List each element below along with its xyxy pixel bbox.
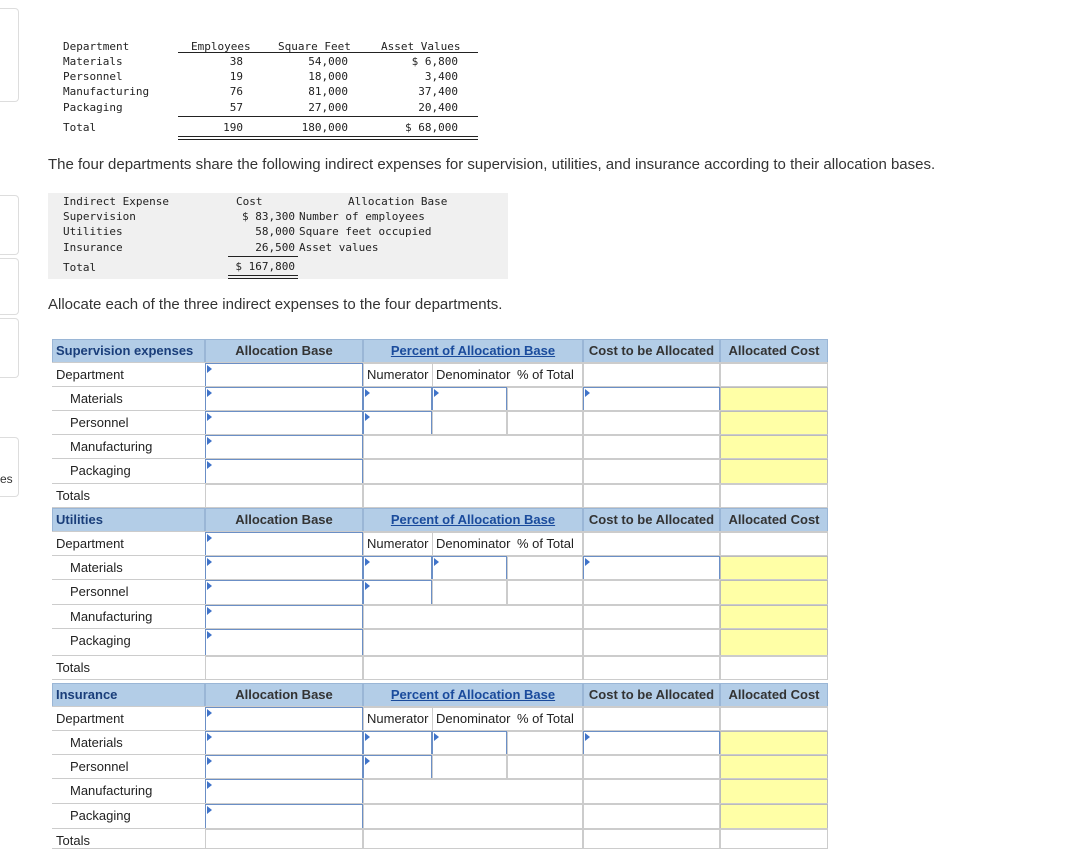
table-row — [52, 459, 828, 484]
allocation-base-label: Allocation Base — [235, 512, 333, 527]
allocation-base-input[interactable] — [205, 580, 363, 605]
department-label: Department — [56, 711, 124, 726]
numerator-input[interactable] — [363, 387, 432, 411]
empty-cell — [583, 580, 720, 605]
table-row — [52, 629, 828, 656]
department-name: Manufacturing — [70, 439, 153, 454]
total-allocated-cell — [720, 829, 828, 849]
totals-label: Totals — [56, 488, 90, 503]
table-row — [52, 556, 828, 580]
allocation-base-input[interactable] — [205, 731, 363, 755]
row-value: 54,000 — [308, 55, 348, 68]
allocated-cost-output — [720, 804, 828, 829]
allocated-cost-output — [720, 435, 828, 459]
empty-cell — [583, 484, 720, 508]
allocation-base-name-input[interactable] — [205, 532, 363, 556]
allocation-base-input[interactable] — [205, 629, 363, 656]
total-value: 190 — [223, 121, 243, 134]
empty-cell — [583, 755, 720, 779]
side-panel-5 — [0, 437, 19, 497]
double-rule-1 — [178, 136, 478, 137]
denominator-label: Denominator — [436, 711, 511, 726]
row-value: 38 — [229, 55, 243, 68]
empty-cell — [583, 411, 720, 435]
total-base-cell — [205, 484, 363, 508]
allocation-base-name-input[interactable] — [205, 363, 363, 387]
empty-cell — [720, 707, 828, 731]
department-name: Personnel — [70, 415, 129, 430]
percent-of-base-label: Percent of Allocation Base — [390, 512, 556, 527]
department-name: Materials — [70, 560, 123, 575]
empty-cell — [363, 804, 583, 829]
section-title: Supervision expenses — [56, 343, 194, 358]
empty-cell — [432, 411, 507, 435]
allocation-base-input[interactable] — [205, 755, 363, 779]
pct-total-cell — [507, 556, 583, 580]
expense-base: Square feet occupied — [299, 225, 432, 238]
pct-total-cell — [507, 411, 583, 435]
expense-cost: 26,500 — [255, 241, 295, 254]
allocation-base-input[interactable] — [205, 411, 363, 435]
denominator-label: Denominator — [436, 536, 511, 551]
section-header-row — [52, 683, 828, 707]
table-row — [52, 387, 828, 411]
allocation-base-input[interactable] — [205, 435, 363, 459]
allocated-cost-label: Allocated Cost — [728, 687, 820, 702]
department-name: Packaging — [70, 633, 131, 648]
percent-of-base-label: Percent of Allocation Base — [390, 687, 556, 702]
allocation-base-label: Allocation Base — [235, 687, 333, 702]
table-row — [52, 580, 828, 605]
cost-to-allocate-label: Cost to be Allocated — [588, 687, 715, 702]
allocated-cost-output — [720, 731, 828, 755]
th-square-feet: Square Feet — [278, 40, 351, 53]
total-label: Total — [63, 261, 97, 274]
double-rule-1 — [228, 275, 298, 276]
allocation-base-label: Allocation Base — [235, 343, 333, 358]
indirect-expense-table — [48, 193, 508, 279]
department-label: Department — [56, 536, 124, 551]
empty-cell — [432, 755, 507, 779]
total-base-cell — [205, 829, 363, 849]
department-name: Packaging — [70, 463, 131, 478]
pct-total-cell — [507, 580, 583, 605]
total-base-cell — [205, 656, 363, 680]
row-value: 37,400 — [418, 85, 458, 98]
cost-to-allocate-input[interactable] — [583, 387, 720, 411]
numerator-input[interactable] — [363, 556, 432, 580]
cost-to-allocate-input[interactable] — [583, 556, 720, 580]
row-value: 19 — [229, 70, 243, 83]
cost-to-allocate-label: Cost to be Allocated — [588, 512, 715, 527]
allocated-cost-output — [720, 459, 828, 484]
totals-label: Totals — [56, 660, 90, 675]
th-department: Department — [63, 40, 130, 53]
numerator-label: Numerator — [367, 711, 429, 726]
row-value: 76 — [229, 85, 243, 98]
allocated-cost-output — [720, 411, 828, 435]
divider — [432, 707, 433, 731]
empty-cell — [583, 804, 720, 829]
numerator-label: Numerator — [367, 536, 429, 551]
divider — [432, 532, 433, 556]
section-title: Insurance — [56, 687, 118, 702]
row-value: 18,000 — [308, 70, 348, 83]
empty-cell — [583, 707, 720, 731]
empty-cell — [583, 779, 720, 804]
department-name: Packaging — [70, 808, 131, 823]
empty-cell — [583, 459, 720, 484]
denominator-input[interactable] — [432, 731, 507, 755]
th-allocation-base: Allocation Base — [348, 195, 448, 208]
allocated-cost-output — [720, 779, 828, 804]
allocation-base-input[interactable] — [205, 605, 363, 629]
department-data-table — [48, 40, 480, 142]
denominator-label: Denominator — [436, 367, 511, 382]
expense-base: Number of employees — [299, 210, 425, 223]
empty-cell — [363, 484, 583, 508]
total-value: 180,000 — [301, 121, 348, 134]
numerator-input[interactable] — [363, 411, 432, 435]
pct-total-cell — [507, 755, 583, 779]
total-rule — [228, 256, 298, 257]
row-value: 20,400 — [418, 101, 458, 114]
allocation-base-input[interactable] — [205, 387, 363, 411]
row-value: 57 — [229, 101, 243, 114]
row-value: 81,000 — [308, 85, 348, 98]
pct-total-label: % of Total — [517, 536, 574, 551]
section-header-row — [52, 339, 828, 363]
empty-cell — [720, 532, 828, 556]
empty-cell — [363, 435, 583, 459]
percent-of-base-label: Percent of Allocation Base — [390, 343, 556, 358]
totals-row — [52, 656, 828, 680]
allocated-cost-output — [720, 629, 828, 656]
row-name: Manufacturing — [63, 85, 150, 98]
row-value: 27,000 — [308, 101, 348, 114]
total-value: $ 68,000 — [405, 121, 458, 134]
empty-cell — [583, 629, 720, 656]
total-allocated-cell — [720, 656, 828, 680]
department-name: Materials — [70, 391, 123, 406]
allocated-cost-label: Allocated Cost — [728, 512, 820, 527]
expense-name: Utilities — [63, 225, 123, 238]
side-panel-2 — [0, 195, 19, 255]
cost-to-allocate-label: Cost to be Allocated — [588, 343, 715, 358]
department-name: Manufacturing — [70, 783, 153, 798]
row-value: 3,400 — [424, 70, 458, 83]
empty-cell — [583, 363, 720, 387]
empty-cell — [363, 629, 583, 656]
totals-row — [52, 829, 828, 849]
double-rule-2 — [228, 278, 298, 279]
row-name: Materials — [63, 55, 123, 68]
totals-label: Totals — [56, 833, 90, 848]
numerator-input[interactable] — [363, 755, 432, 779]
expense-cost: $ 83,300 — [242, 210, 295, 223]
intro-text: The four departments share the following indirect expenses for supervision, utilities, and insurance according to their allocation bases. — [48, 156, 936, 173]
empty-cell — [583, 532, 720, 556]
side-panel-1 — [0, 8, 19, 102]
denominator-input[interactable] — [432, 556, 507, 580]
divider — [432, 363, 433, 387]
side-edge-label: es — [0, 472, 13, 486]
table-row — [52, 411, 828, 435]
table-row — [52, 731, 828, 755]
empty-cell — [363, 656, 583, 680]
department-label: Department — [56, 367, 124, 382]
table-row — [52, 804, 828, 829]
pct-total-cell — [507, 387, 583, 411]
expense-name: Insurance — [63, 241, 123, 254]
allocated-cost-output — [720, 755, 828, 779]
table-row — [52, 605, 828, 629]
row-value: $ 6,800 — [411, 55, 458, 68]
empty-cell — [363, 829, 583, 849]
pct-total-label: % of Total — [517, 711, 574, 726]
denominator-input[interactable] — [432, 387, 507, 411]
total-allocated-cell — [720, 484, 828, 508]
empty-cell — [363, 605, 583, 629]
department-name: Materials — [70, 735, 123, 750]
allocation-base-input[interactable] — [205, 556, 363, 580]
th-indirect-expense: Indirect Expense — [63, 195, 169, 208]
cost-to-allocate-input[interactable] — [583, 731, 720, 755]
department-subheader-row — [52, 363, 828, 387]
numerator-input[interactable] — [363, 731, 432, 755]
allocated-cost-output — [720, 387, 828, 411]
empty-cell — [363, 779, 583, 804]
empty-cell — [720, 363, 828, 387]
empty-cell — [583, 656, 720, 680]
total-rule — [178, 116, 478, 117]
totals-row — [52, 484, 828, 508]
allocated-cost-output — [720, 605, 828, 629]
expense-cost: 58,000 — [255, 225, 295, 238]
expense-base: Asset values — [299, 241, 379, 254]
allocated-cost-output — [720, 580, 828, 605]
instruction-text: Allocate each of the three indirect expenses to the four departments. — [48, 296, 503, 313]
section-title: Utilities — [56, 512, 103, 527]
department-subheader-row — [52, 707, 828, 731]
allocated-cost-label: Allocated Cost — [728, 343, 820, 358]
department-name: Manufacturing — [70, 609, 153, 624]
allocation-base-input[interactable] — [205, 779, 363, 804]
allocation-base-input[interactable] — [205, 804, 363, 829]
empty-cell — [432, 580, 507, 605]
double-rule-2 — [178, 139, 478, 140]
total-cost: $ 167,800 — [235, 260, 295, 273]
empty-cell — [583, 435, 720, 459]
table-row — [52, 779, 828, 804]
allocation-base-name-input[interactable] — [205, 707, 363, 731]
side-panel-3 — [0, 258, 19, 315]
row-name: Packaging — [63, 101, 123, 114]
empty-cell — [583, 829, 720, 849]
department-subheader-row — [52, 532, 828, 556]
side-panel-4 — [0, 318, 19, 378]
department-name: Personnel — [70, 584, 129, 599]
table-row — [52, 435, 828, 459]
empty-cell — [583, 605, 720, 629]
numerator-label: Numerator — [367, 367, 429, 382]
table-row — [52, 755, 828, 779]
th-employees: Employees — [191, 40, 251, 53]
allocation-base-input[interactable] — [205, 459, 363, 484]
row-divider — [52, 679, 828, 680]
expense-name: Supervision — [63, 210, 136, 223]
row-name: Personnel — [63, 70, 123, 83]
pct-total-label: % of Total — [517, 367, 574, 382]
total-label: Total — [63, 121, 97, 134]
numerator-input[interactable] — [363, 580, 432, 605]
section-header-row — [52, 508, 828, 532]
allocated-cost-output — [720, 556, 828, 580]
empty-cell — [363, 459, 583, 484]
th-cost: Cost — [236, 195, 263, 208]
pct-total-cell — [507, 731, 583, 755]
department-name: Personnel — [70, 759, 129, 774]
th-asset-values: Asset Values — [381, 40, 461, 53]
